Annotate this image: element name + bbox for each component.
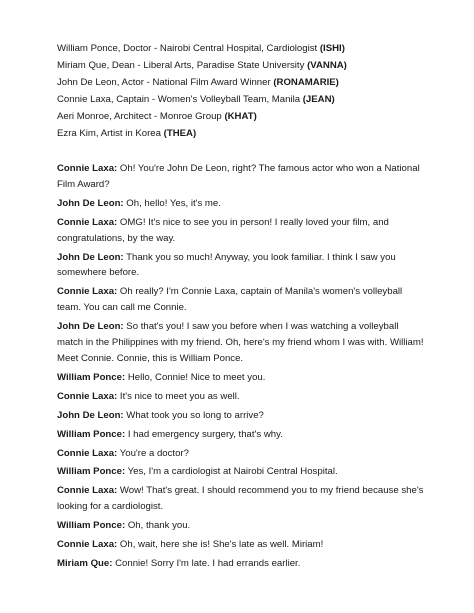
dialogue-line — [57, 196, 427, 212]
dialogue-line — [57, 427, 427, 443]
line-text: Oh, thank you. — [125, 520, 191, 532]
line-text: Thank you so much! Anyway, you look familiar. I think I saw you somewhere before. — [57, 251, 396, 279]
speaker-name: Connie Laxa: — [57, 390, 118, 402]
speaker-name: William Ponce: — [57, 428, 126, 440]
line-text: It's nice to meet you as well. — [117, 390, 240, 402]
line-text: OMG! It's nice to see you in person! I really loved your film, and congratulations, by the way. — [57, 216, 389, 244]
dialogue-line — [57, 319, 427, 367]
speaker-name: Connie Laxa: — [57, 539, 118, 551]
speaker-name: John De Leon: — [57, 251, 124, 263]
line-text: What took you so long to arrive? — [123, 409, 264, 421]
dialogue-line — [57, 464, 427, 480]
speaker-name: John De Leon: — [57, 409, 124, 421]
cast-role: William Ponce, Doctor - Nairobi Central Hospital, Cardiologist — [57, 43, 320, 54]
dialogue-line — [57, 556, 427, 572]
line-text: You're a doctor? — [117, 447, 189, 459]
speaker-name: Connie Laxa: — [57, 447, 118, 459]
speaker-name: William Ponce: — [57, 371, 126, 383]
line-text: Oh! You're John De Leon, right? The famous actor who won a National Film Award? — [57, 163, 420, 190]
dialogue-line — [57, 215, 427, 247]
speaker-name: Miriam Que: — [57, 557, 113, 569]
cast-entry — [57, 74, 427, 91]
cast-entry — [57, 108, 427, 125]
cast-role: John De Leon, Actor - National Film Award Winner — [57, 77, 274, 88]
speaker-name: William Ponce: — [57, 520, 126, 532]
speaker-name: John De Leon: — [57, 197, 124, 209]
line-text: Connie! Sorry I'm late. I had errands earlier. — [112, 557, 301, 569]
cast-entry — [57, 57, 427, 74]
dialogue-line — [57, 284, 427, 316]
speaker-name: Connie Laxa: — [57, 163, 118, 174]
cast-role: Aeri Monroe, Architect - Monroe Group — [57, 111, 225, 122]
line-text: Yes, I'm a cardiologist at Nairobi Central Hospital. — [125, 466, 338, 478]
speaker-name: Connie Laxa: — [57, 286, 118, 298]
cast-list — [57, 40, 427, 142]
cast-entry — [57, 40, 427, 57]
dialogue-line — [57, 537, 427, 553]
dialogue-line — [57, 250, 427, 282]
cast-role: Ezra Kim, Artist in Korea — [57, 128, 164, 139]
cast-role: Miriam Que, Dean - Liberal Arts, Paradise State University — [57, 60, 308, 71]
speaker-name: William Ponce: — [57, 466, 126, 478]
dialogue — [57, 161, 427, 572]
cast-entry — [57, 125, 427, 142]
line-text: Wow! That's great. I should recommend you to my friend because she's looking for a cardiologist. — [57, 485, 424, 513]
cast-actor: (JEAN) — [302, 94, 335, 105]
dialogue-line — [57, 370, 427, 386]
cast-actor: (RONAMARIE) — [273, 77, 339, 88]
speaker-name: John De Leon: — [57, 321, 124, 333]
speaker-name: Connie Laxa: — [57, 485, 118, 497]
cast-actor: (ISHI) — [319, 43, 345, 54]
dialogue-line — [57, 518, 427, 534]
dialogue-line — [57, 389, 427, 405]
cast-actor: (KHAT) — [224, 111, 257, 122]
cast-entry — [57, 91, 427, 108]
line-text: I had emergency surgery, that's why. — [125, 428, 283, 440]
document-page — [57, 40, 427, 575]
line-text: Oh, wait, here she is! She's late as well. Miriam! — [117, 539, 324, 551]
dialogue-line — [57, 446, 427, 462]
dialogue-line — [57, 408, 427, 424]
dialogue-line — [57, 483, 427, 515]
cast-actor: (THEA) — [163, 128, 197, 139]
line-text: Oh really? I'm Connie Laxa, captain of Manila's women's volleyball team. You can call me Connie. — [57, 286, 403, 314]
line-text: Hello, Connie! Nice to meet you. — [125, 371, 266, 383]
line-text: Oh, hello! Yes, it's me. — [123, 197, 221, 209]
line-text: So that's you! I saw you before when I was watching a volleyball match in the Philippines with my friend. Oh, here's my friend whom I was with. William! Meet Connie. Connie, this is William Ponce. — [57, 321, 424, 364]
cast-role: Connie Laxa, Captain - Women's Volleyball Team, Manila — [57, 94, 303, 105]
speaker-name: Connie Laxa: — [57, 216, 118, 228]
dialogue-line — [57, 161, 427, 193]
cast-actor: (VANNA) — [307, 60, 347, 71]
